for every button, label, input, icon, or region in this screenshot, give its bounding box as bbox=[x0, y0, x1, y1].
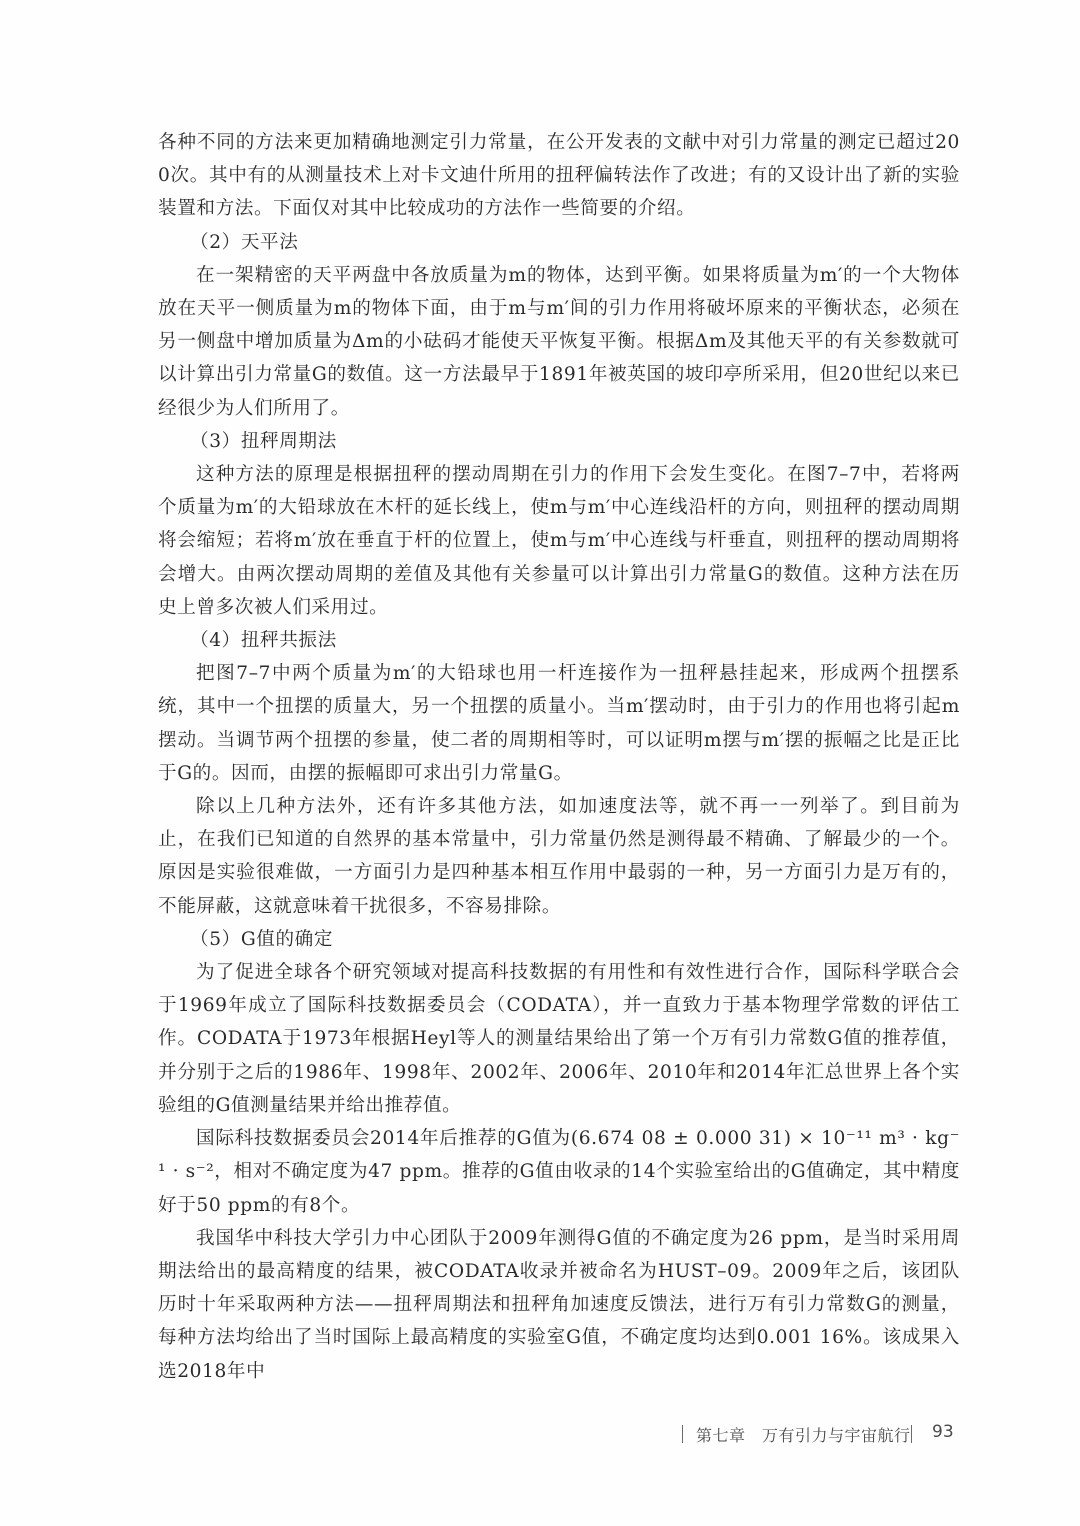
paragraph-codata-history: 为了促进全球各个研究领域对提高科技数据的有用性和有效性进行合作，国际科学联合会于1969年成立了国际科技数据委员会（CODATA），并一直致力于基本物理学常数的评估工作。CODATA于1973年根据Heyl等人的测量结果给出了第一个万有引力常数G值的推荐值，并分别于之后的1986年、1998年、2002年、2006年、2010年和2014年汇总世界上各个实验组的G值测量结果并给出推荐值。 bbox=[158, 962, 960, 1116]
heading-torsion-resonance-method: （4）扭秤共振法 bbox=[190, 630, 337, 652]
paragraph-balance-method: 在一架精密的天平两盘中各放质量为m的物体，达到平衡。如果将质量为m′的一个大物体放在天平一侧质量为m的物体下面，由于m与m′间的引力作用将破坏原来的平衡状态，必须在另一侧盘中增加质量为Δm的小砝码才能使天平恢复平衡。根据Δm及其他天平的有关参数就可以计算出引力常量G的数值。这一方法最早于1891年被英国的坡印亭所采用，但20世纪以来已经很少为人们所用了。 bbox=[158, 264, 960, 419]
footer-chapter-title: 第七章 万有引力与宇宙航行 bbox=[696, 1426, 911, 1445]
page-number: 93 bbox=[932, 1422, 954, 1442]
heading-balance-method: （2）天平法 bbox=[190, 231, 299, 253]
paragraph-hust-measurement: 我国华中科技大学引力中心团队于2009年测得G值的不确定度为26 ppm，是当时采用周期法给出的最高精度的结果，被CODATA收录并被命名为HUST–09。2009年之后，该团队历时十年采取两种方法——扭秤周期法和扭秤角加速度反馈法，进行万有引力常数G的测量，每种方法均给出了当时国际上最高精度的实验室G值，不确定度均达到0.001 16%。该成果入选2018年中 bbox=[158, 1227, 960, 1382]
body-text bbox=[158, 126, 960, 1388]
page-footer bbox=[640, 1422, 960, 1450]
paragraph-other-methods: 除以上几种方法外，还有许多其他方法，如加速度法等，就不再一一列举了。到目前为止，在我们已知道的自然界的基本常量中，引力常量仍然是测得最不精确、了解最少的一个。原因是实验很难做，一方面引力是四种基本相互作用中最弱的一种，另一方面引力是万有的，不能屏蔽，这就意味着干扰很多，不容易排除。 bbox=[158, 796, 960, 917]
paragraph-codata-2014-value: 国际科技数据委员会2014年后推荐的G值为(6.674 08 ± 0.000 31) × 10⁻¹¹ m³ · kg⁻¹ · s⁻²，相对不确定度为47 ppm。推荐的G值由收录的14个实验室给出的G值确定，其中精度好于50 ppm的有8个。 bbox=[158, 1128, 960, 1216]
heading-torsion-period-method: （3）扭秤周期法 bbox=[190, 430, 337, 452]
paragraph-torsion-period-method: 这种方法的原理是根据扭秤的摆动周期在引力的作用下会发生变化。在图7–7中，若将两个质量为m′的大铅球放在木杆的延长线上，使m与m′中心连线沿杆的方向，则扭秤的摆动周期将会缩短；若将m′放在垂直于杆的位置上，使m与m′中心连线与杆垂直，则扭秤的摆动周期将会增大。由两次摆动周期的差值及其他有关参量可以计算出引力常量G的数值。这种方法在历史上曾多次被人们采用过。 bbox=[158, 464, 960, 618]
footer-divider-left bbox=[682, 1425, 683, 1443]
paragraph-intro-continued: 各种不同的方法来更加精确地测定引力常量，在公开发表的文献中对引力常量的测定已超过200次。其中有的从测量技术上对卡文迪什所用的扭秤偏转法作了改进；有的又设计出了新的实验装置和方法。下面仅对其中比较成功的方法作一些简要的介绍。 bbox=[158, 132, 960, 220]
heading-g-value-determination: （5）G值的确定 bbox=[190, 928, 334, 950]
paragraph-torsion-resonance-method: 把图7–7中两个质量为m′的大铅球也用一杆连接作为一扭秤悬挂起来，形成两个扭摆系统，其中一个扭摆的质量大，另一个扭摆的质量小。当m′摆动时，由于引力的作用也将引起m摆动。当调节两个扭摆的参量，使二者的周期相等时，可以证明m摆与m′摆的振幅之比是正比于G的。因而，由摆的振幅即可求出引力常量G。 bbox=[158, 663, 960, 784]
footer-divider-right bbox=[911, 1425, 912, 1443]
